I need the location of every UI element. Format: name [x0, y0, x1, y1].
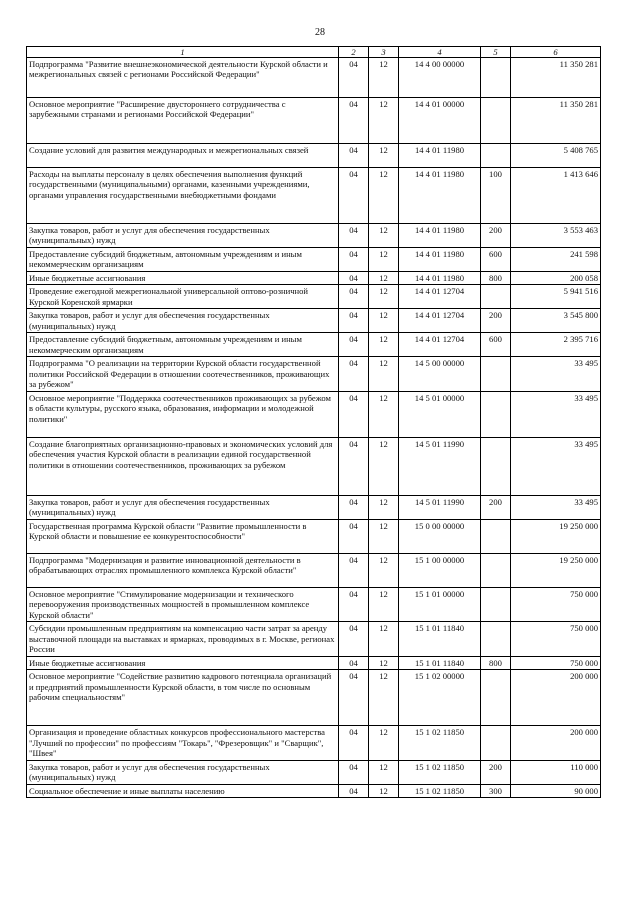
- row-csr-cell: 14 4 01 00000: [399, 98, 481, 144]
- row-pr-cell: 12: [369, 58, 399, 98]
- table-row: [27, 272, 601, 285]
- table-row: [27, 357, 601, 391]
- row-pr-cell: 12: [369, 272, 399, 285]
- row-csr-cell: 14 4 01 11980: [399, 168, 481, 224]
- row-csr-cell: 15 1 02 11850: [399, 760, 481, 784]
- table-row: [27, 98, 601, 144]
- row-sum-cell: 1 413 646: [511, 168, 601, 224]
- row-name-cell: Субсидии промышленным предприятиям на компенсацию части затрат за аренду выставочной площади на выставках и ярмарках, проводимых в г. Москве, регионах России: [27, 622, 339, 656]
- row-name-cell: Подпрограмма "Развитие внешнеэкономической деятельности Курской области и межрегиональных связей с регионами Российской Федерации": [27, 58, 339, 98]
- row-csr-cell: 15 1 00 00000: [399, 553, 481, 587]
- row-name-cell: Основное мероприятие "Поддержка соотечественников проживающих за рубежом в области культуры, русского языка, образования, информации и молодежной политики": [27, 391, 339, 437]
- row-csr-cell: 14 4 01 11980: [399, 224, 481, 248]
- row-sum-cell: 33 495: [511, 495, 601, 519]
- row-name-cell: Иные бюджетные ассигнования: [27, 272, 339, 285]
- row-rz-cell: 04: [339, 760, 369, 784]
- row-csr-cell: 14 4 01 11980: [399, 272, 481, 285]
- row-sum-cell: 2 395 716: [511, 333, 601, 357]
- row-name-cell: Иные бюджетные ассигнования: [27, 656, 339, 669]
- row-csr-cell: 15 1 02 11850: [399, 726, 481, 760]
- row-pr-cell: 12: [369, 553, 399, 587]
- row-sum-cell: 750 000: [511, 656, 601, 669]
- table-row: [27, 656, 601, 669]
- row-csr-cell: 15 1 01 00000: [399, 587, 481, 621]
- table-row: [27, 391, 601, 437]
- row-name-cell: Расходы на выплаты персоналу в целях обеспечения выполнения функций государственными (муниципальными) органами, казенными учреждениями, органами управления государственными внебюджетными фондами: [27, 168, 339, 224]
- row-sum-cell: 110 000: [511, 760, 601, 784]
- budget-table: [26, 46, 601, 798]
- row-name-cell: Организация и проведение областных конкурсов профессионального мастерства "Лучший по профессии" по профессиям "Токарь", "Фрезеровщик" и "Сварщик", "Швея": [27, 726, 339, 760]
- row-vr-cell: [481, 726, 511, 760]
- row-rz-cell: 04: [339, 168, 369, 224]
- row-csr-cell: 15 1 02 00000: [399, 670, 481, 726]
- row-sum-cell: 33 495: [511, 357, 601, 391]
- row-sum-cell: 33 495: [511, 391, 601, 437]
- row-rz-cell: 04: [339, 587, 369, 621]
- row-vr-cell: [481, 587, 511, 621]
- row-name-cell: Подпрограмма "Модернизация и развитие инновационной деятельности в обрабатывающих отраслях промышленного комплекса Курской области": [27, 553, 339, 587]
- row-csr-cell: 14 4 01 11980: [399, 248, 481, 272]
- row-name-cell: Предоставление субсидий бюджетным, автономным учреждениям и иным некоммерческим организациям: [27, 248, 339, 272]
- col-header-2: 2: [339, 47, 369, 58]
- row-vr-cell: [481, 670, 511, 726]
- row-pr-cell: 12: [369, 98, 399, 144]
- row-csr-cell: 14 4 01 11980: [399, 144, 481, 168]
- row-pr-cell: 12: [369, 784, 399, 797]
- row-csr-cell: 15 1 02 11850: [399, 784, 481, 797]
- row-csr-cell: 14 4 01 12704: [399, 285, 481, 309]
- row-csr-cell: 14 5 01 00000: [399, 391, 481, 437]
- row-rz-cell: 04: [339, 285, 369, 309]
- row-rz-cell: 04: [339, 144, 369, 168]
- table-body: [27, 58, 601, 798]
- table-row: [27, 760, 601, 784]
- row-rz-cell: 04: [339, 437, 369, 495]
- row-pr-cell: 12: [369, 622, 399, 656]
- row-name-cell: Создание условий для развития международных и межрегиональных связей: [27, 144, 339, 168]
- row-sum-cell: 90 000: [511, 784, 601, 797]
- row-name-cell: Основное мероприятие "Расширение двустороннего сотрудничества с зарубежными странами и регионами Российской Федерации": [27, 98, 339, 144]
- row-rz-cell: 04: [339, 98, 369, 144]
- row-pr-cell: 12: [369, 248, 399, 272]
- table-row: [27, 519, 601, 553]
- row-sum-cell: 241 598: [511, 248, 601, 272]
- row-pr-cell: 12: [369, 224, 399, 248]
- col-header-6: 6: [511, 47, 601, 58]
- row-rz-cell: 04: [339, 248, 369, 272]
- row-name-cell: Социальное обеспечение и иные выплаты населению: [27, 784, 339, 797]
- row-pr-cell: 12: [369, 333, 399, 357]
- row-pr-cell: 12: [369, 519, 399, 553]
- row-name-cell: Закупка товаров, работ и услуг для обеспечения государственных (муниципальных) нужд: [27, 760, 339, 784]
- table-row: [27, 285, 601, 309]
- row-rz-cell: 04: [339, 391, 369, 437]
- row-vr-cell: [481, 58, 511, 98]
- row-sum-cell: 33 495: [511, 437, 601, 495]
- row-vr-cell: 200: [481, 760, 511, 784]
- row-sum-cell: 11 350 281: [511, 98, 601, 144]
- row-csr-cell: 14 5 01 11990: [399, 495, 481, 519]
- row-vr-cell: 200: [481, 224, 511, 248]
- row-vr-cell: [481, 622, 511, 656]
- row-rz-cell: 04: [339, 309, 369, 333]
- page-number: 28: [315, 27, 325, 38]
- row-pr-cell: 12: [369, 309, 399, 333]
- row-pr-cell: 12: [369, 391, 399, 437]
- row-vr-cell: 200: [481, 309, 511, 333]
- row-pr-cell: 12: [369, 670, 399, 726]
- row-vr-cell: [481, 357, 511, 391]
- row-sum-cell: 3 545 800: [511, 309, 601, 333]
- table-row: [27, 437, 601, 495]
- row-pr-cell: 12: [369, 285, 399, 309]
- table-header-row: [27, 47, 601, 58]
- row-name-cell: Основное мероприятие "Стимулирование модернизации и технического перевооружения производственных мощностей в промышленном комплексе Курской области": [27, 587, 339, 621]
- row-name-cell: Создание благоприятных организационно-правовых и экономических условий для обеспечения участия Курской области в реализации единой государственной политики в отношении соотечественников, проживающих за рубежом: [27, 437, 339, 495]
- row-name-cell: Государственная программа Курской области "Развитие промышленности в Курской области и повышение ее конкурентоспособности": [27, 519, 339, 553]
- row-vr-cell: [481, 519, 511, 553]
- table-row: [27, 622, 601, 656]
- row-sum-cell: 3 553 463: [511, 224, 601, 248]
- row-sum-cell: 5 941 516: [511, 285, 601, 309]
- row-vr-cell: [481, 437, 511, 495]
- row-rz-cell: 04: [339, 553, 369, 587]
- row-pr-cell: 12: [369, 656, 399, 669]
- table-row: [27, 333, 601, 357]
- row-sum-cell: 11 350 281: [511, 58, 601, 98]
- row-rz-cell: 04: [339, 272, 369, 285]
- row-rz-cell: 04: [339, 519, 369, 553]
- table-row: [27, 58, 601, 98]
- row-sum-cell: 200 000: [511, 726, 601, 760]
- row-rz-cell: 04: [339, 726, 369, 760]
- table-row: [27, 168, 601, 224]
- row-rz-cell: 04: [339, 622, 369, 656]
- row-rz-cell: 04: [339, 784, 369, 797]
- row-vr-cell: 600: [481, 248, 511, 272]
- row-name-cell: Подпрограмма "О реализации на территории Курской области государственной политики Российской Федерации в отношении соотечественников, проживающих за рубежом": [27, 357, 339, 391]
- row-sum-cell: 19 250 000: [511, 553, 601, 587]
- row-vr-cell: 800: [481, 272, 511, 285]
- row-rz-cell: 04: [339, 224, 369, 248]
- table-row: [27, 248, 601, 272]
- row-sum-cell: 200 000: [511, 670, 601, 726]
- row-rz-cell: 04: [339, 656, 369, 669]
- row-csr-cell: 15 1 01 11840: [399, 656, 481, 669]
- row-sum-cell: 5 408 765: [511, 144, 601, 168]
- row-csr-cell: 15 0 00 00000: [399, 519, 481, 553]
- row-rz-cell: 04: [339, 670, 369, 726]
- row-sum-cell: 750 000: [511, 622, 601, 656]
- row-vr-cell: [481, 285, 511, 309]
- row-name-cell: Закупка товаров, работ и услуг для обеспечения государственных (муниципальных) нужд: [27, 309, 339, 333]
- row-vr-cell: 100: [481, 168, 511, 224]
- table-row: [27, 670, 601, 726]
- row-sum-cell: 200 058: [511, 272, 601, 285]
- row-name-cell: Предоставление субсидий бюджетным, автономным учреждениям и иным некоммерческим организациям: [27, 333, 339, 357]
- row-vr-cell: 300: [481, 784, 511, 797]
- col-header-3: 3: [369, 47, 399, 58]
- row-name-cell: Закупка товаров, работ и услуг для обеспечения государственных (муниципальных) нужд: [27, 224, 339, 248]
- col-header-4: 4: [399, 47, 481, 58]
- table-row: [27, 144, 601, 168]
- col-header-5: 5: [481, 47, 511, 58]
- row-csr-cell: 14 5 01 11990: [399, 437, 481, 495]
- row-sum-cell: 750 000: [511, 587, 601, 621]
- table-row: [27, 784, 601, 797]
- row-rz-cell: 04: [339, 357, 369, 391]
- table-row: [27, 553, 601, 587]
- row-pr-cell: 12: [369, 357, 399, 391]
- row-name-cell: Основное мероприятие "Содействие развитию кадрового потенциала организаций и предприятий промышленности Курской области, в том числе по основным рабочим специальностям": [27, 670, 339, 726]
- row-vr-cell: 600: [481, 333, 511, 357]
- table-row: [27, 587, 601, 621]
- row-vr-cell: [481, 391, 511, 437]
- row-csr-cell: 14 4 01 12704: [399, 333, 481, 357]
- row-pr-cell: 12: [369, 495, 399, 519]
- row-name-cell: Закупка товаров, работ и услуг для обеспечения государственных (муниципальных) нужд: [27, 495, 339, 519]
- table-row: [27, 224, 601, 248]
- row-vr-cell: 800: [481, 656, 511, 669]
- table-row: [27, 309, 601, 333]
- row-vr-cell: [481, 144, 511, 168]
- row-rz-cell: 04: [339, 58, 369, 98]
- row-name-cell: Проведение ежегодной межрегиональной универсальной оптово-розничной Курской Коренской ярмарки: [27, 285, 339, 309]
- row-csr-cell: 14 5 00 00000: [399, 357, 481, 391]
- row-rz-cell: 04: [339, 333, 369, 357]
- col-header-1: 1: [27, 47, 339, 58]
- row-sum-cell: 19 250 000: [511, 519, 601, 553]
- row-pr-cell: 12: [369, 760, 399, 784]
- row-pr-cell: 12: [369, 726, 399, 760]
- row-vr-cell: [481, 98, 511, 144]
- table-row: [27, 726, 601, 760]
- row-rz-cell: 04: [339, 495, 369, 519]
- row-vr-cell: 200: [481, 495, 511, 519]
- row-csr-cell: 14 4 00 00000: [399, 58, 481, 98]
- row-vr-cell: [481, 553, 511, 587]
- row-pr-cell: 12: [369, 168, 399, 224]
- row-csr-cell: 14 4 01 12704: [399, 309, 481, 333]
- row-pr-cell: 12: [369, 144, 399, 168]
- row-pr-cell: 12: [369, 587, 399, 621]
- row-pr-cell: 12: [369, 437, 399, 495]
- row-csr-cell: 15 1 01 11840: [399, 622, 481, 656]
- table-row: [27, 495, 601, 519]
